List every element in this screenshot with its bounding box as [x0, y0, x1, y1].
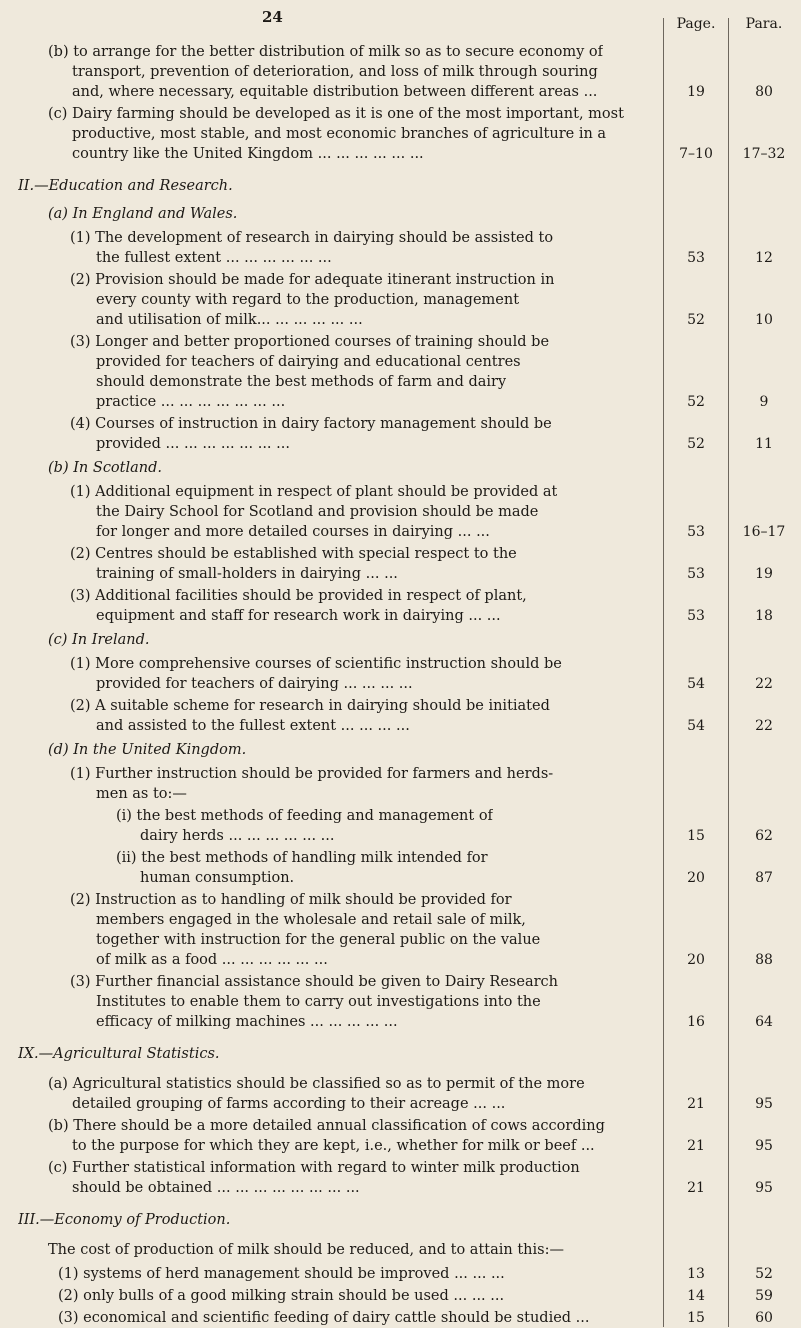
- page-reference: 14: [687, 1288, 705, 1304]
- list-item: [0, 1264, 801, 1284]
- page-reference: 52: [687, 436, 705, 452]
- list-item: [0, 270, 801, 290]
- page-reference: 52: [687, 312, 705, 328]
- recommendation-text: members engaged in the wholesale and retail sale of milk,: [96, 912, 526, 928]
- recommendation-text: of milk as a food ... ... ... ... ... ...: [96, 952, 328, 968]
- list-item: [0, 372, 801, 392]
- page-reference: 53: [687, 250, 705, 266]
- list-item: [0, 826, 801, 846]
- recommendation-text: and utilisation of milk... ... ... ... ... ...: [96, 312, 363, 328]
- list-item: [0, 972, 801, 992]
- section-heading-row: [0, 458, 801, 478]
- section-heading: III.—Economy of Production.: [18, 1212, 231, 1228]
- page-reference: 21: [687, 1180, 705, 1196]
- recommendation-text: provided ... ... ... ... ... ... ...: [96, 436, 290, 452]
- recommendation-text: (1) Further instruction should be provided for farmers and herds-: [70, 766, 554, 782]
- recommendation-text: practice ... ... ... ... ... ... ...: [96, 394, 286, 410]
- list-item: [0, 606, 801, 626]
- list-item: [0, 1240, 801, 1260]
- list-item: [0, 482, 801, 502]
- recommendation-text: (b) to arrange for the better distribution of milk so as to secure economy of: [48, 44, 604, 60]
- recommendation-text: (3) economical and scientific feeding of dairy cattle should be studied ...: [58, 1310, 590, 1326]
- page-reference: 16: [687, 1014, 705, 1030]
- section-heading: (c) In Ireland.: [48, 632, 150, 648]
- recommendation-text: detailed grouping of farms according to their acreage ... ...: [72, 1096, 506, 1112]
- para-reference: 11: [755, 436, 773, 452]
- list-item: [0, 228, 801, 248]
- section-heading-row: [0, 176, 801, 196]
- recommendation-text: every county with regard to the production, management: [96, 292, 520, 308]
- recommendation-text: (2) Provision should be made for adequate itinerant instruction in: [70, 272, 555, 288]
- para-reference: 87: [755, 870, 773, 886]
- recommendation-text: and, where necessary, equitable distribution between different areas ...: [72, 84, 598, 100]
- recommendation-text: (2) A suitable scheme for research in dairying should be initiated: [70, 698, 550, 714]
- page-number: 24: [262, 8, 283, 26]
- recommendation-text: equipment and staff for research work in dairying ... ...: [96, 608, 501, 624]
- para-reference: 88: [755, 952, 773, 968]
- list-item: [0, 868, 801, 888]
- recommendation-text: Institutes to enable them to carry out investigations into the: [96, 994, 541, 1010]
- para-reference: 16–17: [742, 524, 786, 540]
- list-item: [0, 62, 801, 82]
- list-item: [0, 1286, 801, 1306]
- list-item: [0, 890, 801, 910]
- recommendation-text: country like the United Kingdom ... ... ... ... ... ...: [72, 146, 424, 162]
- recommendation-text: training of small-holders in dairying ... ...: [96, 566, 398, 582]
- recommendation-text: and assisted to the fullest extent ... ... ... ...: [96, 718, 410, 734]
- para-reference: 18: [755, 608, 773, 624]
- list-item: [0, 806, 801, 826]
- page-reference: 20: [687, 952, 705, 968]
- recommendation-text: the fullest extent ... ... ... ... ... ...: [96, 250, 332, 266]
- list-item: [0, 124, 801, 144]
- page-reference: 7–10: [679, 146, 713, 162]
- list-item: [0, 910, 801, 930]
- list-item: [0, 310, 801, 330]
- list-item: [0, 1094, 801, 1114]
- section-heading-row: [0, 740, 801, 760]
- section-heading-row: [0, 204, 801, 224]
- page-reference: 20: [687, 870, 705, 886]
- page-reference: 52: [687, 394, 705, 410]
- recommendation-text: productive, most stable, and most economic branches of agriculture in a: [72, 126, 607, 142]
- recommendation-text: (1) systems of herd management should be improved ... ... ...: [58, 1266, 505, 1282]
- recommendation-text: men as to:—: [96, 786, 187, 802]
- page-reference: 53: [687, 608, 705, 624]
- para-reference: 60: [755, 1310, 773, 1326]
- page-reference: 13: [687, 1266, 705, 1282]
- recommendation-text: efficacy of milking machines ... ... ... ... ...: [96, 1014, 398, 1030]
- para-reference: 19: [755, 566, 773, 582]
- recommendation-text: (a) Agricultural statistics should be classified so as to permit of the more: [48, 1076, 585, 1092]
- list-item: [0, 544, 801, 564]
- para-reference: 10: [755, 312, 773, 328]
- page-reference: 19: [687, 84, 705, 100]
- recommendation-text: (3) Further financial assistance should be given to Dairy Research: [70, 974, 558, 990]
- recommendation-text: (1) Additional equipment in respect of plant should be provided at: [70, 484, 558, 500]
- recommendation-text: to the purpose for which they are kept, i.e., whether for milk or beef ...: [72, 1138, 595, 1154]
- list-item: [0, 1136, 801, 1156]
- section-heading: II.—Education and Research.: [18, 178, 233, 194]
- recommendation-text: (2) Instruction as to handling of milk should be provided for: [70, 892, 512, 908]
- section-heading: IX.—Agricultural Statistics.: [18, 1046, 220, 1062]
- list-item: [0, 144, 801, 164]
- list-item: [0, 392, 801, 412]
- recommendation-text: dairy herds ... ... ... ... ... ...: [140, 828, 335, 844]
- recommendation-text: (3) Longer and better proportioned courses of training should be: [70, 334, 550, 350]
- list-item: [0, 352, 801, 372]
- recommendation-text: (4) Courses of instruction in dairy factory management should be: [70, 416, 552, 432]
- section-heading-row: [0, 630, 801, 650]
- list-item: [0, 1012, 801, 1032]
- para-reference: 62: [755, 828, 773, 844]
- para-reference: 12: [755, 250, 773, 266]
- para-reference: 64: [755, 1014, 773, 1030]
- recommendation-text: (b) There should be a more detailed annual classification of cows according: [48, 1118, 605, 1134]
- list-item: [0, 674, 801, 694]
- recommendation-text: The cost of production of milk should be reduced, and to attain this:—: [48, 1242, 564, 1258]
- recommendation-text: (1) The development of research in dairying should be assisted to: [70, 230, 554, 246]
- para-reference: 52: [755, 1266, 773, 1282]
- section-heading: (a) In England and Wales.: [48, 206, 238, 222]
- list-item: [0, 654, 801, 674]
- list-item: [0, 1308, 801, 1328]
- list-item: [0, 1178, 801, 1198]
- section-heading-row: [0, 1210, 801, 1230]
- recommendation-text: (c) Dairy farming should be developed as it is one of the most important, most: [48, 106, 624, 122]
- recommendation-text: should be obtained ... ... ... ... ... ... ... ...: [72, 1180, 360, 1196]
- para-reference: 80: [755, 84, 773, 100]
- recommendation-text: provided for teachers of dairying ... ... ... ...: [96, 676, 413, 692]
- page-reference: 54: [687, 676, 705, 692]
- section-heading-row: [0, 1044, 801, 1064]
- page-reference: 53: [687, 524, 705, 540]
- list-item: [0, 950, 801, 970]
- para-reference: 22: [755, 718, 773, 734]
- recommendation-text: (c) Further statistical information with regard to winter milk production: [48, 1160, 580, 1176]
- list-item: [0, 414, 801, 434]
- page-reference: 21: [687, 1096, 705, 1112]
- recommendation-text: (3) Additional facilities should be provided in respect of plant,: [70, 588, 527, 604]
- list-item: [0, 564, 801, 584]
- page-column-header: Page.: [676, 16, 716, 32]
- list-item: [0, 82, 801, 102]
- para-reference: 22: [755, 676, 773, 692]
- list-item: [0, 764, 801, 784]
- list-item: [0, 716, 801, 736]
- page-reference: 15: [687, 828, 705, 844]
- list-item: [0, 586, 801, 606]
- list-item: [0, 502, 801, 522]
- recommendation-text: human consumption.: [140, 870, 295, 886]
- page-reference: 54: [687, 718, 705, 734]
- para-reference: 17–32: [742, 146, 786, 162]
- list-item: [0, 290, 801, 310]
- recommendation-text: (2) Centres should be established with special respect to the: [70, 546, 517, 562]
- list-item: [0, 1116, 801, 1136]
- recommendation-text: (2) only bulls of a good milking strain should be used ... ... ...: [58, 1288, 505, 1304]
- list-item: [0, 522, 801, 542]
- para-reference: 59: [755, 1288, 773, 1304]
- recommendation-text: transport, prevention of deterioration, and loss of milk through souring: [72, 64, 598, 80]
- para-reference: 95: [755, 1096, 773, 1112]
- section-heading: (d) In the United Kingdom.: [48, 742, 247, 758]
- page-reference: 53: [687, 566, 705, 582]
- page-reference: 15: [687, 1310, 705, 1326]
- recommendation-text: (ii) the best methods of handling milk intended for: [116, 850, 488, 866]
- list-item: [0, 42, 801, 62]
- recommendation-text: (i) the best methods of feeding and management of: [116, 808, 493, 824]
- list-item: [0, 848, 801, 868]
- list-item: [0, 332, 801, 352]
- recommendation-text: provided for teachers of dairying and educational centres: [96, 354, 521, 370]
- list-item: [0, 104, 801, 124]
- para-column-header: Para.: [745, 16, 783, 32]
- para-reference: 95: [755, 1180, 773, 1196]
- para-reference: 95: [755, 1138, 773, 1154]
- list-item: [0, 930, 801, 950]
- page-reference: 21: [687, 1138, 705, 1154]
- list-item: [0, 992, 801, 1012]
- para-reference: 9: [759, 394, 769, 410]
- recommendation-text: (1) More comprehensive courses of scientific instruction should be: [70, 656, 562, 672]
- list-item: [0, 248, 801, 268]
- recommendation-text: together with instruction for the general public on the value: [96, 932, 541, 948]
- recommendation-text: should demonstrate the best methods of farm and dairy: [96, 374, 507, 390]
- list-item: [0, 696, 801, 716]
- recommendation-text: the Dairy School for Scotland and provision should be made: [96, 504, 539, 520]
- list-item: [0, 434, 801, 454]
- section-heading: (b) In Scotland.: [48, 460, 163, 476]
- recommendation-text: for longer and more detailed courses in dairying ... ...: [96, 524, 490, 540]
- list-item: [0, 1158, 801, 1178]
- list-item: [0, 784, 801, 804]
- list-item: [0, 1074, 801, 1094]
